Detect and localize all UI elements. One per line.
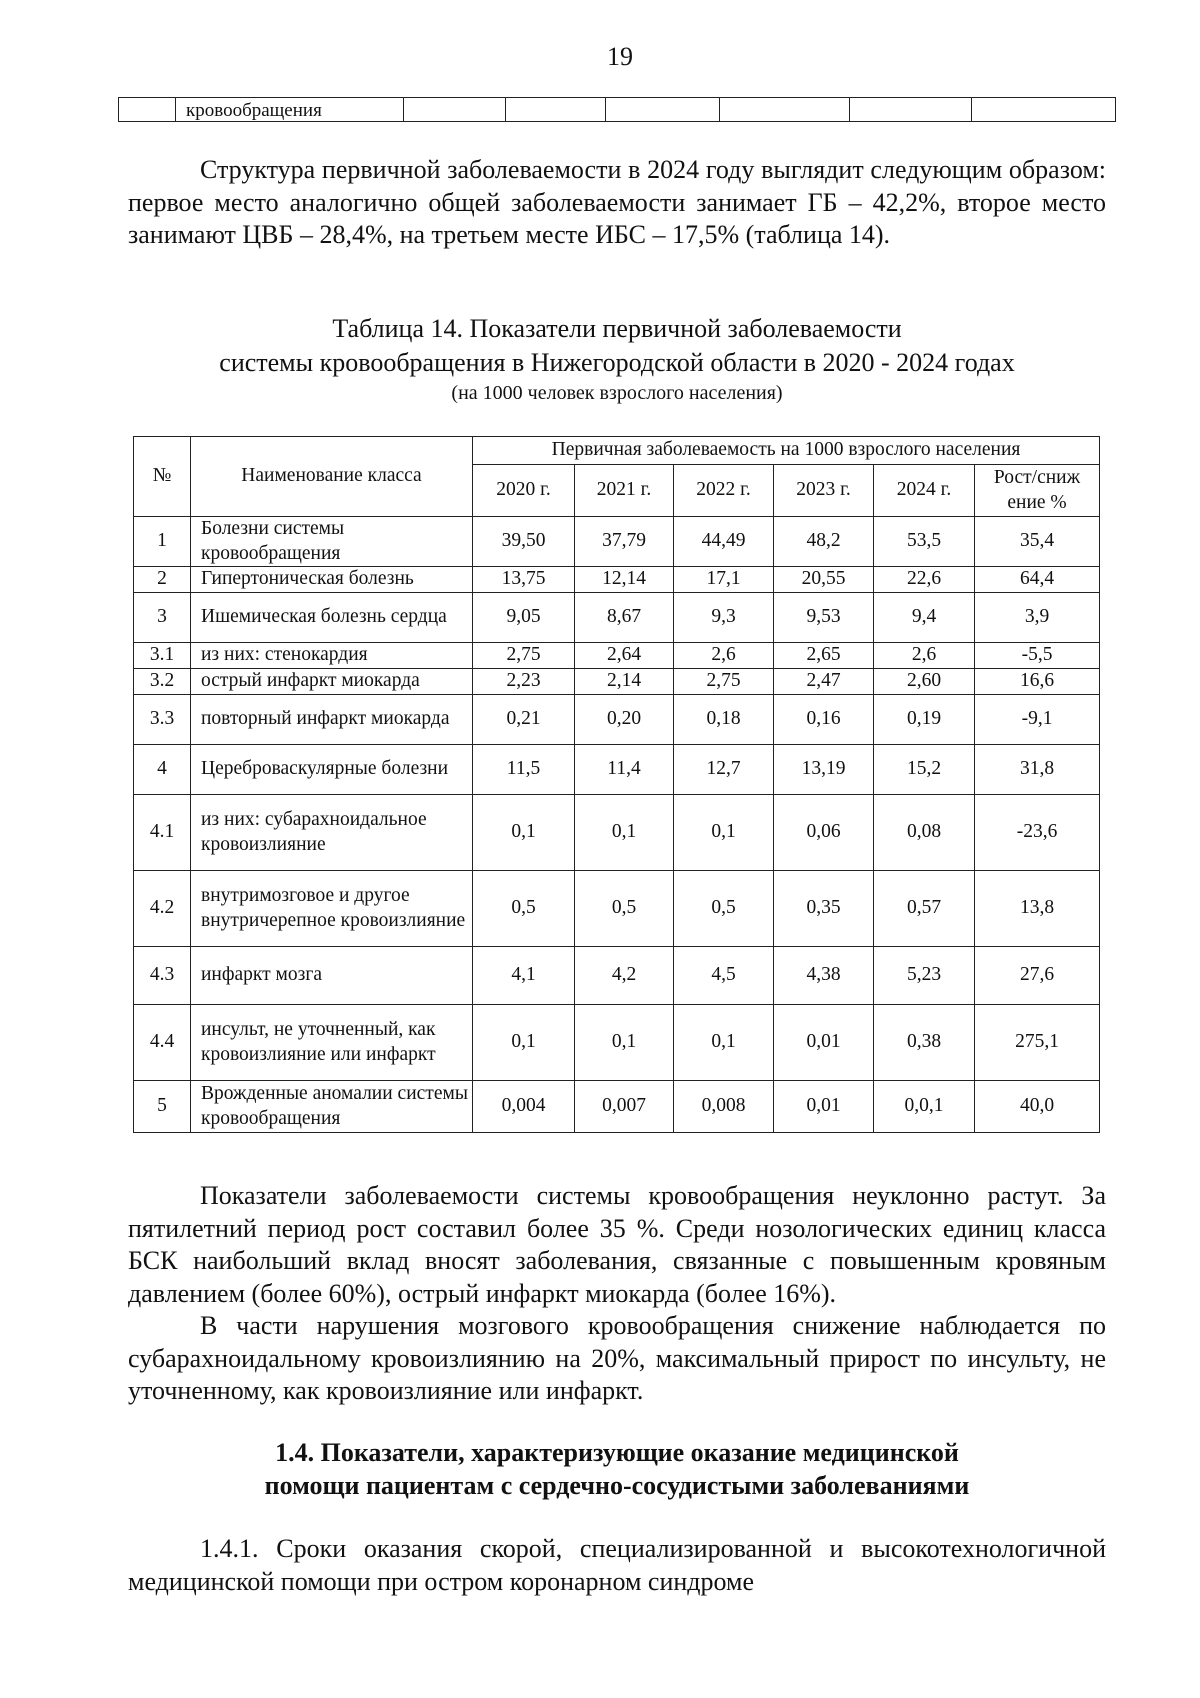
row-year-value: 0,18 (674, 695, 774, 745)
table-cell (119, 98, 176, 122)
table-row (134, 517, 1100, 567)
row-growth-value: 31,8 (975, 745, 1100, 795)
row-growth-value: -5,5 (975, 643, 1100, 669)
table-row (134, 795, 1100, 871)
row-number: 4.3 (134, 947, 191, 1005)
row-year-value: 0,1 (674, 1005, 774, 1081)
row-year-value: 0,5 (575, 871, 674, 947)
continued-table-fragment (118, 97, 1116, 122)
row-number: 3.3 (134, 695, 191, 745)
row-year-value: 0,0,1 (874, 1081, 975, 1133)
row-growth-value: 16,6 (975, 669, 1100, 695)
row-year-value: 4,5 (674, 947, 774, 1005)
row-growth-value: -23,6 (975, 795, 1100, 871)
row-year-value: 0,20 (575, 695, 674, 745)
table-row (134, 947, 1100, 1005)
row-growth-value: 64,4 (975, 567, 1100, 593)
table-row (134, 1081, 1100, 1133)
header-year: 2023 г. (774, 465, 874, 517)
table-row (134, 695, 1100, 745)
row-year-value: 39,50 (473, 517, 575, 567)
row-class-name: острый инфаркт миокарда (191, 669, 473, 695)
table-caption-subtitle: системы кровообращения в Нижегородской области в 2020 - 2024 годах (219, 348, 1015, 377)
row-number: 4.4 (134, 1005, 191, 1081)
row-class-name: из них: субарахноидальное кровоизлияние (191, 795, 473, 871)
row-class-name: Болезни системы кровообращения (191, 517, 473, 567)
row-year-value: 0,1 (473, 1005, 575, 1081)
row-year-value: 2,23 (473, 669, 575, 695)
row-year-value: 0,01 (774, 1081, 874, 1133)
row-year-value: 5,23 (874, 947, 975, 1005)
row-year-value: 0,004 (473, 1081, 575, 1133)
table-cell (606, 98, 720, 122)
row-class-name: Гипертоническая болезнь (191, 567, 473, 593)
table-cell (972, 98, 1116, 122)
row-year-value: 0,38 (874, 1005, 975, 1081)
row-number: 3.2 (134, 669, 191, 695)
page-number: 19 (607, 42, 633, 71)
row-year-value: 0,57 (874, 871, 975, 947)
paragraph-cerebral: В части нарушения мозгового кровообращения снижение наблюдается по субарахноидальному кровоизлиянию на 20%, максимальный прирост по инсульту, не уточненному, как кровоизлияние или инфаркт. (128, 1311, 1106, 1405)
row-year-value: 0,21 (473, 695, 575, 745)
row-class-name: Ишемическая болезнь сердца (191, 593, 473, 643)
header-growth: Рост/сниж ение % (975, 465, 1100, 517)
row-growth-value: -9,1 (975, 695, 1100, 745)
row-year-value: 0,16 (774, 695, 874, 745)
row-number: 4 (134, 745, 191, 795)
row-year-value: 12,14 (575, 567, 674, 593)
header-year: 2024 г. (874, 465, 975, 517)
row-year-value: 17,1 (674, 567, 774, 593)
row-year-value: 37,79 (575, 517, 674, 567)
row-year-value: 2,60 (874, 669, 975, 695)
row-year-value: 9,53 (774, 593, 874, 643)
row-year-value: 2,47 (774, 669, 874, 695)
header-group: Первичная заболеваемость на 1000 взрослого населения (473, 437, 1100, 465)
row-year-value: 0,1 (575, 1005, 674, 1081)
row-class-name: повторный инфаркт миокарда (191, 695, 473, 745)
table-row (134, 745, 1100, 795)
header-year: 2022 г. (674, 465, 774, 517)
row-number: 3 (134, 593, 191, 643)
row-year-value: 13,19 (774, 745, 874, 795)
row-year-value: 9,05 (473, 593, 575, 643)
table-cell (720, 98, 850, 122)
row-year-value: 48,2 (774, 517, 874, 567)
row-number: 1 (134, 517, 191, 567)
row-year-value: 13,75 (473, 567, 575, 593)
row-year-value: 0,1 (473, 795, 575, 871)
row-growth-value: 275,1 (975, 1005, 1100, 1081)
section-heading-line: 1.4. Показатели, характеризующие оказание медицинской (275, 1438, 959, 1467)
row-class-name: из них: стенокардия (191, 643, 473, 669)
row-year-value: 9,3 (674, 593, 774, 643)
row-year-value: 4,2 (575, 947, 674, 1005)
table-row (119, 98, 1116, 122)
row-year-value: 53,5 (874, 517, 975, 567)
row-year-value: 0,007 (575, 1081, 674, 1133)
row-number: 4.2 (134, 871, 191, 947)
row-year-value: 20,55 (774, 567, 874, 593)
paragraph-growth: Показатели заболеваемости системы кровообращения неуклонно растут. За пятилетний период рост составил более 35 %. Среди нозологических единиц класса БСК наибольший вклад вносят заболевания, связанные с повышенным кровяным давлением (более 60%), острый инфаркт миокарда (более 16%). (128, 1181, 1106, 1308)
row-year-value: 0,35 (774, 871, 874, 947)
row-number: 5 (134, 1081, 191, 1133)
row-number: 3.1 (134, 643, 191, 669)
row-year-value: 0,01 (774, 1005, 874, 1081)
row-year-value: 0,5 (674, 871, 774, 947)
table-cell (850, 98, 972, 122)
paragraph-structure: Структура первичной заболеваемости в 2024 году выглядит следующим образом: первое место аналогично общей заболеваемости занимает ГБ – 42,2%, второе место занимают ЦВБ – 28,4%, на третьем месте ИБС – 17,5% (таблица 14). (128, 155, 1106, 249)
row-growth-value: 35,4 (975, 517, 1100, 567)
header-name: Наименование класса (191, 437, 473, 517)
row-year-value: 2,65 (774, 643, 874, 669)
row-year-value: 0,19 (874, 695, 975, 745)
row-year-value: 12,7 (674, 745, 774, 795)
row-year-value: 11,5 (473, 745, 575, 795)
row-class-name: внутримозговое и другое внутричерепное кровоизлияние (191, 871, 473, 947)
row-year-value: 2,75 (473, 643, 575, 669)
morbidity-table (133, 436, 1100, 1133)
row-year-value: 0,5 (473, 871, 575, 947)
row-year-value: 2,75 (674, 669, 774, 695)
row-year-value: 0,08 (874, 795, 975, 871)
row-growth-value: 27,6 (975, 947, 1100, 1005)
row-growth-value: 40,0 (975, 1081, 1100, 1133)
table-header-row (134, 437, 1100, 465)
row-year-value: 11,4 (575, 745, 674, 795)
table-row (134, 669, 1100, 695)
table-body (134, 517, 1100, 1133)
row-year-value: 0,1 (575, 795, 674, 871)
row-class-name: Врожденные аномалии системы кровообращения (191, 1081, 473, 1133)
row-class-name: Цереброваскулярные болезни (191, 745, 473, 795)
section-heading (128, 1436, 1106, 1502)
row-year-value: 8,67 (575, 593, 674, 643)
table-cell: кровообращения (176, 98, 404, 122)
table-row (134, 643, 1100, 669)
row-year-value: 9,4 (874, 593, 975, 643)
table-cell (404, 98, 506, 122)
row-year-value: 44,49 (674, 517, 774, 567)
row-growth-value: 3,9 (975, 593, 1100, 643)
section-heading-line: помощи пациентам с сердечно-сосудистыми заболеваниями (264, 1471, 970, 1500)
table-row (134, 593, 1100, 643)
header-num: № (134, 437, 191, 517)
row-year-value: 4,38 (774, 947, 874, 1005)
table-row (134, 871, 1100, 947)
header-year: 2021 г. (575, 465, 674, 517)
row-year-value: 15,2 (874, 745, 975, 795)
table-caption-title: Таблица 14. Показатели первичной заболеваемости (332, 314, 902, 343)
row-year-value: 2,14 (575, 669, 674, 695)
row-number: 4.1 (134, 795, 191, 871)
row-year-value: 2,64 (575, 643, 674, 669)
row-year-value: 0,1 (674, 795, 774, 871)
row-growth-value: 13,8 (975, 871, 1100, 947)
table-caption-units: (на 1000 человек взрослого населения) (451, 382, 783, 404)
header-year: 2020 г. (473, 465, 575, 517)
table-row (134, 567, 1100, 593)
row-year-value: 22,6 (874, 567, 975, 593)
row-year-value: 2,6 (874, 643, 975, 669)
row-number: 2 (134, 567, 191, 593)
row-year-value: 0,008 (674, 1081, 774, 1133)
row-class-name: инсульт, не уточненный, как кровоизлияние или инфаркт (191, 1005, 473, 1081)
row-class-name: инфаркт мозга (191, 947, 473, 1005)
table-row (134, 1005, 1100, 1081)
row-year-value: 2,6 (674, 643, 774, 669)
paragraph-subsection: 1.4.1. Сроки оказания скорой, специализированной и высокотехнологичной медицинской помощи при остром коронарном синдроме (128, 1534, 1106, 1596)
row-year-value: 4,1 (473, 947, 575, 1005)
row-year-value: 0,06 (774, 795, 874, 871)
table-caption (128, 312, 1106, 406)
table-cell (506, 98, 606, 122)
